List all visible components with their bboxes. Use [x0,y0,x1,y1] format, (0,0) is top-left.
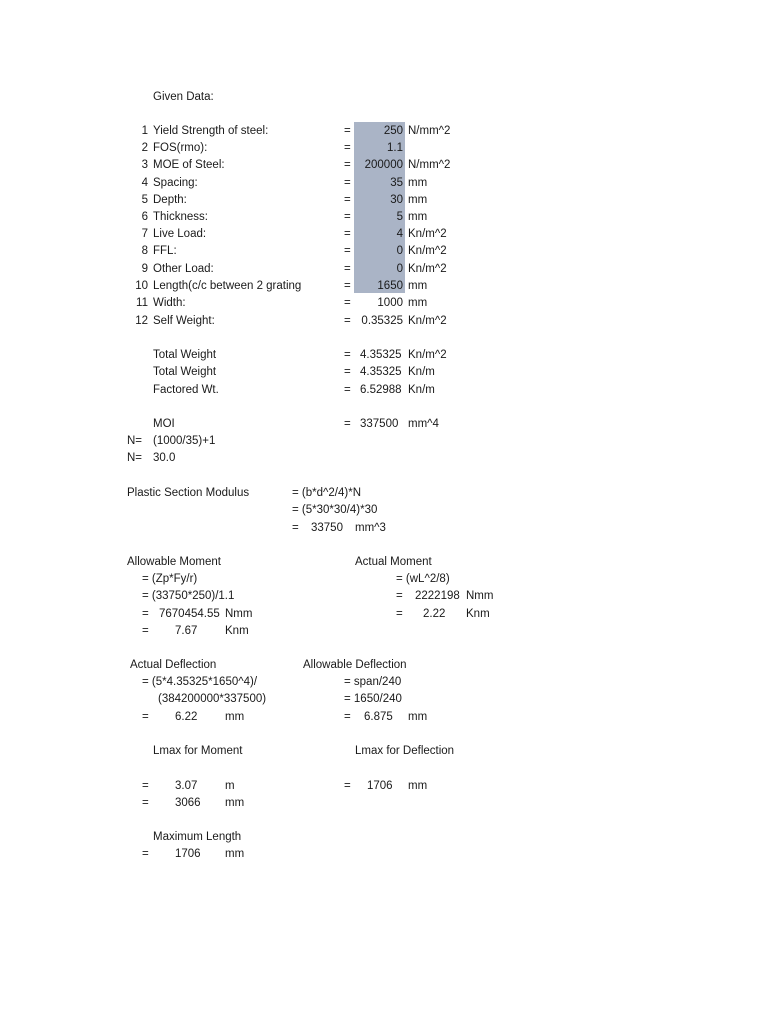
row-number: 1 [141,125,148,137]
row-value[interactable]: 0 [396,263,403,275]
max-length-title: Maximum Length [153,831,242,843]
row-number: 12 [135,315,148,327]
max-length-equals: = [142,848,149,860]
actual-moment-nmm-unit: Nmm [466,590,494,602]
allowable-deflection-title: Allowable Deflection [303,659,407,671]
row-number: 8 [141,245,148,257]
row-value: 1000 [377,297,403,309]
max-length-value: 1706 [175,848,201,860]
row-value[interactable]: 30 [390,194,403,206]
row-unit: mm [408,194,428,206]
actual-moment-equals: = [396,590,403,602]
weight-label: Factored Wt. [153,384,219,396]
allowable-moment-knm-unit: Knm [225,625,249,637]
weight-unit: Kn/m [408,384,435,396]
allowable-moment-formula: = (Zp*Fy/r) [142,573,198,585]
actual-deflection-formula: = (5*4.35325*1650^4)/ [142,676,258,688]
weight-unit: Kn/m [408,366,435,378]
lmax-deflection-title: Lmax for Deflection [355,745,455,757]
row-equals: = [344,211,351,223]
row-value[interactable]: 1.1 [387,142,403,154]
lmax-deflection-unit: mm [408,780,428,792]
lmax-moment-m-unit: m [225,780,235,792]
allowable-deflection-value: 6.875 [364,711,393,723]
weight-label: Total Weight [153,349,217,361]
row-label: Depth: [153,194,187,206]
row-unit: Kn/m^2 [408,263,447,275]
row-number: 4 [141,177,148,189]
row-label: MOE of Steel: [153,159,225,171]
row-equals: = [344,297,351,309]
lmax-moment-title: Lmax for Moment [153,745,243,757]
actual-moment-knm-unit: Knm [466,608,490,620]
row-number: 5 [141,194,148,206]
weight-label: Total Weight [153,366,217,378]
row-equals: = [344,177,351,189]
lmax-moment-m: 3.07 [175,780,198,792]
allowable-deflection-unit: mm [408,711,428,723]
row-number: 6 [141,211,148,223]
row-equals: = [344,142,351,154]
row-unit: N/mm^2 [408,125,451,137]
weight-equals: = [344,366,351,378]
row-value[interactable]: 35 [390,177,403,189]
row-unit: mm [408,280,428,292]
row-value[interactable]: 5 [396,211,403,223]
actual-deflection-value: 6.22 [175,711,198,723]
actual-deflection-title: Actual Deflection [130,659,217,671]
moi-equals: = [344,418,351,430]
row-equals: = [344,159,351,171]
weight-value: 6.52988 [360,384,402,396]
row-label: Other Load: [153,263,214,275]
row-value[interactable]: 4 [396,228,403,240]
row-unit: Kn/m^2 [408,315,447,327]
plastic-equals: = [292,522,299,534]
actual-moment-equals: = [396,608,403,620]
plastic-substitution: = (5*30*30/4)*30 [292,504,378,516]
row-label: FOS(rmo): [153,142,208,154]
actual-deflection-unit: mm [225,711,245,723]
row-value[interactable]: 250 [383,125,403,137]
row-label: Length(c/c between 2 grating [153,280,302,292]
actual-moment-nmm: 2222198 [415,590,460,602]
plastic-unit: mm^3 [355,522,386,534]
allowable-deflection-substitution: = 1650/240 [344,693,402,705]
row-label: Width: [153,297,186,309]
actual-moment-knm: 2.22 [423,608,446,620]
plastic-label: Plastic Section Modulus [127,487,250,499]
lmax-moment-equals: = [142,780,149,792]
row-number: 9 [141,263,148,275]
row-unit: mm [408,177,428,189]
row-number: 2 [141,142,148,154]
allowable-moment-knm: 7.67 [175,625,198,637]
allowable-moment-nmm-unit: Nmm [225,608,253,620]
row-value[interactable]: 0 [396,245,403,257]
allowable-moment-title: Allowable Moment [127,556,221,568]
n-label: N= [127,452,143,464]
n-value: 30.0 [153,452,176,464]
lmax-deflection-equals: = [344,780,351,792]
row-equals: = [344,280,351,292]
allowable-moment-nmm: 7670454.55 [159,608,220,620]
allowable-moment-equals: = [142,608,149,620]
actual-moment-formula: = (wL^2/8) [396,573,450,585]
row-value[interactable]: 200000 [364,159,403,171]
row-label: Spacing: [153,177,198,189]
weight-value: 4.35325 [360,366,402,378]
moi-unit: mm^4 [408,418,439,430]
n-value: (1000/35)+1 [153,435,216,447]
n-label: N= [127,435,143,447]
moi-value: 337500 [360,418,399,430]
row-number: 7 [141,228,148,240]
row-label: FFL: [153,245,177,257]
given-data-title: Given Data: [153,91,214,103]
weight-equals: = [344,349,351,361]
row-label: Yield Strength of steel: [153,125,269,137]
row-value[interactable]: 1650 [377,280,403,292]
row-label: Thickness: [153,211,208,223]
allowable-deflection-formula: = span/240 [344,676,402,688]
row-label: Self Weight: [153,315,215,327]
moi-label: MOI [153,418,175,430]
actual-moment-title: Actual Moment [355,556,432,568]
row-number: 11 [136,297,148,309]
plastic-value: 33750 [311,522,343,534]
allowable-deflection-equals: = [344,711,351,723]
plastic-formula: = (b*d^2/4)*N [292,487,361,499]
weight-equals: = [344,384,351,396]
lmax-deflection-value: 1706 [367,780,393,792]
row-unit: N/mm^2 [408,159,451,171]
row-equals: = [344,228,351,240]
row-equals: = [344,125,351,137]
lmax-moment-mm-unit: mm [225,797,245,809]
row-number: 10 [135,280,148,292]
allowable-moment-substitution: = (33750*250)/1.1 [142,590,235,602]
row-equals: = [344,194,351,206]
row-unit: mm [408,211,428,223]
row-equals: = [344,263,351,275]
actual-deflection-denominator: (384200000*337500) [158,693,267,705]
weight-unit: Kn/m^2 [408,349,447,361]
row-equals: = [344,315,351,327]
row-number: 3 [141,159,148,171]
allowable-moment-equals: = [142,625,149,637]
row-unit: Kn/m^2 [408,245,447,257]
lmax-moment-mm: 3066 [175,797,201,809]
row-unit: Kn/m^2 [408,228,447,240]
weight-value: 4.35325 [360,349,402,361]
row-value: 0.35325 [361,315,403,327]
row-equals: = [344,245,351,257]
lmax-moment-equals: = [142,797,149,809]
actual-deflection-equals: = [142,711,149,723]
row-unit: mm [408,297,428,309]
row-label: Live Load: [153,228,207,240]
max-length-unit: mm [225,848,245,860]
